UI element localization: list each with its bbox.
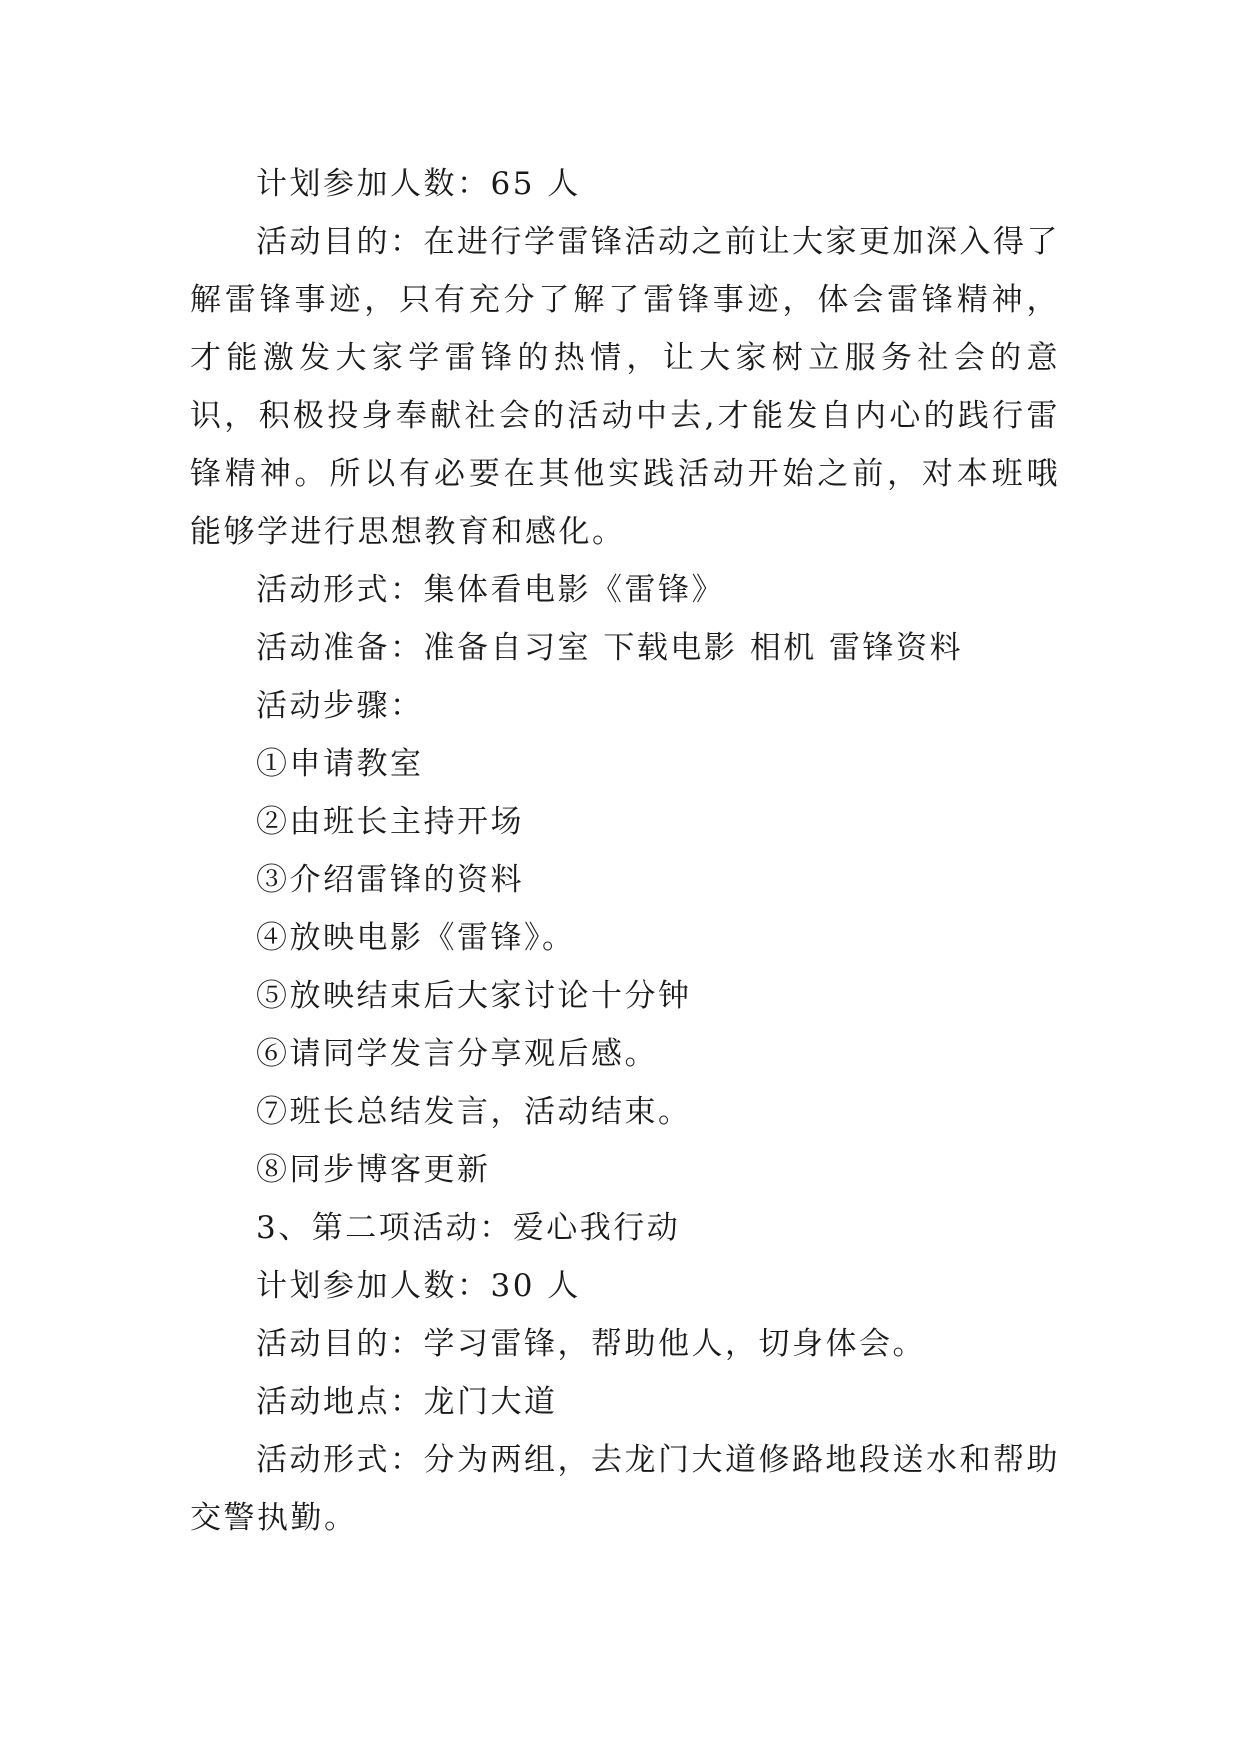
list-item-step-5: ⑤放映结束后大家讨论十分钟 (256, 978, 692, 1014)
list-item-step-4: ④放映电影《雷锋》。 (256, 920, 576, 956)
list-item-step-3: ③介绍雷锋的资料 (256, 862, 524, 898)
list-item-step-6: ⑥请同学发言分享观后感。 (256, 1036, 658, 1072)
paragraph-activity-form-2: 活动形式：分为两组，去龙门大道修路地段送水和帮助交警执勤。 (190, 1442, 1060, 1536)
paragraph-activity-purpose-2: 活动目的：学习雷锋，帮助他人，切身体会。 (256, 1326, 926, 1362)
list-item-step-8: ⑧同步博客更新 (256, 1152, 491, 1188)
paragraph-activity-preparation: 活动准备：准备自习室 下载电影 相机 雷锋资料 (256, 630, 964, 666)
paragraph-activity-location: 活动地点：龙门大道 (256, 1384, 558, 1420)
list-item-step-1: ①申请教室 (256, 746, 424, 782)
paragraph-activity-form-1: 活动形式：集体看电影《雷锋》 (256, 572, 725, 608)
list-item-step-2: ②由班长主持开场 (256, 804, 524, 840)
paragraph-participants-count-2: 计划参加人数：30 人 (256, 1268, 581, 1304)
paragraph-activity-purpose-1: 活动目的：在进行学雷锋活动之前让大家更加深入得了解雷锋事迹，只有充分了解了雷锋事迹，体会雷锋精神，才能激发大家学雷锋的热情，让大家树立服务社会的意识，积极投身奉献社会的活动中去,才能发自内心的践行雷锋精神。所以有必要在其他实践活动开始之前，对本班哦能够学进行思想教育和感化。 (190, 224, 1060, 550)
section-heading-activity-2: 3、第二项活动：爱心我行动 (256, 1210, 681, 1246)
document-body (190, 155, 1060, 1547)
paragraph-participants-count-1: 计划参加人数：65 人 (256, 166, 581, 202)
list-item-step-7: ⑦班长总结发言，活动结束。 (256, 1094, 692, 1130)
paragraph-activity-steps-heading: 活动步骤： (256, 688, 424, 724)
